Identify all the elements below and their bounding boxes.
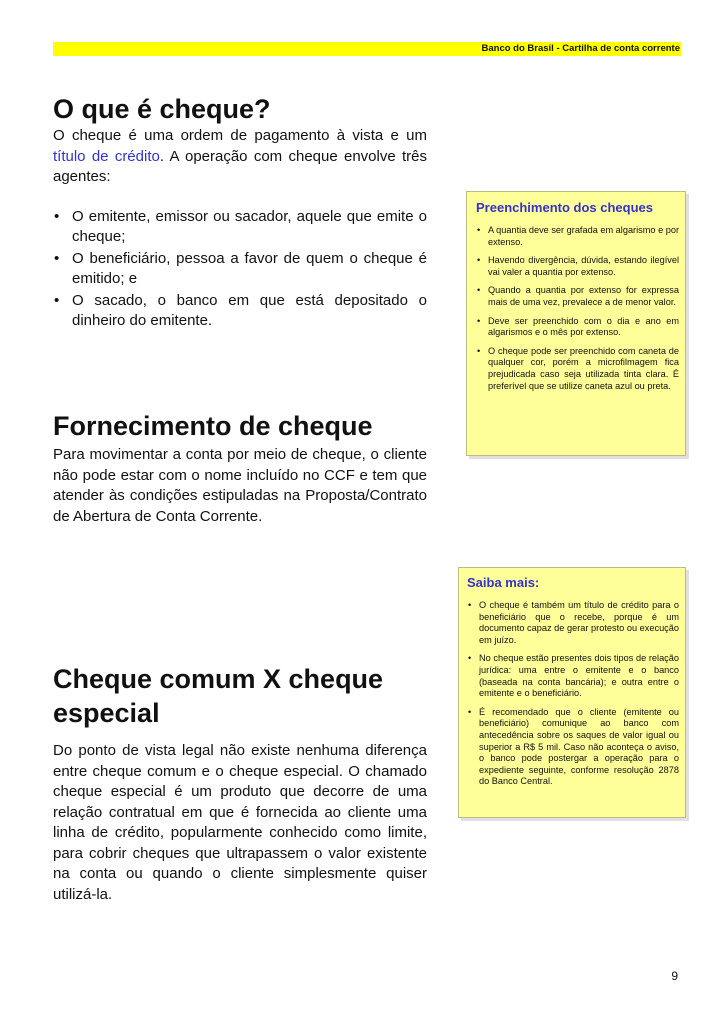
section-title: O que é cheque? xyxy=(53,94,271,124)
list-item: • O beneficiário, pessoa a favor de quem o cheque é emitido; e xyxy=(54,249,427,287)
section-title: Cheque comum X cheque especial xyxy=(53,664,384,728)
list-item: • O cheque é também um título de crédito para o beneficiário que o recebe, porque é um documento capaz de gerar protesto ou execução em juízo. xyxy=(468,600,679,645)
learn-more-box xyxy=(458,567,686,818)
agents-list xyxy=(53,207,427,332)
credit-title-link[interactable]: título de crédito xyxy=(53,147,160,165)
box-list xyxy=(476,225,679,392)
page-number: 9 xyxy=(671,969,678,983)
section-text: Do ponto de vista legal não existe nenhuma diferença entre cheque comum e o cheque especial. O chamado cheque especial é um produto que decorre de uma relação contratual em que é fornecida ao cliente uma linha de crédito, popularmente conhecido como limite, para cobrir cheques que ultrapassem o valor existente na conta ou quando o cliente simplesmente quiser utilizá-la. xyxy=(53,742,427,903)
box-list xyxy=(467,600,679,788)
list-item: • No cheque estão presentes dois tipos de relação jurídica: uma entre o emitente e o banco (baseada na conta bancária); e outra entre o emitente e o beneficiário. xyxy=(468,653,679,699)
filling-cheques-box xyxy=(466,191,686,456)
section-intro: O cheque é uma ordem de pagamento à vista e um título de crédito. A operação com cheque envolve três agentes: xyxy=(53,127,428,185)
section-common-vs-special xyxy=(53,662,427,905)
box-title: Preenchimento dos cheques xyxy=(476,200,653,215)
box-title: Saiba mais: xyxy=(467,575,540,590)
list-item: • O sacado, o banco em que está depositado o dinheiro do emitente. xyxy=(54,291,427,329)
list-item: • Havendo divergência, dúvida, estando ilegível vai valer a quantia por extenso. xyxy=(477,255,679,277)
section-cheque-supply xyxy=(53,409,427,527)
list-item: • É recomendado que o cliente (emitente ou beneficiário) comunique ao banco com antecedência sobre os saques de valor igual ou superior a R$ 5 mil. Caso não aconteça o aviso, o banco pode postergar a operação para o expediente seguinte, conforme resolução 2878 do Banco Central. xyxy=(468,706,679,787)
section-text: Para movimentar a conta por meio de cheque, o cliente não pode estar com o nome incluído no CCF e tem que atender às condições estipuladas na Proposta/Contrato de Abertura de Conta Corrente. xyxy=(53,446,427,525)
list-item: • O emitente, emissor ou sacador, aquele que emite o cheque; xyxy=(54,207,427,245)
list-item: • Quando a quantia por extenso for expressa mais de uma vez, prevalece a de menor valor. xyxy=(477,285,679,307)
header-title: Banco do Brasil - Cartilha de conta corrente xyxy=(481,43,680,54)
list-item: • Deve ser preenchido com o dia e ano em algarismos e o mês por extenso. xyxy=(477,315,679,338)
list-item: • O cheque pode ser preenchido com caneta de qualquer cor, porém a microfilmagem fica prejudicada caso seja utilizada tinta clara. É preferível que se utilize caneta azul ou preta. xyxy=(477,345,679,391)
section-what-is-cheque xyxy=(53,92,427,333)
section-title: Fornecimento de cheque xyxy=(53,411,373,441)
list-item: • A quantia deve ser grafada em algarismo e por extenso. xyxy=(477,225,680,247)
